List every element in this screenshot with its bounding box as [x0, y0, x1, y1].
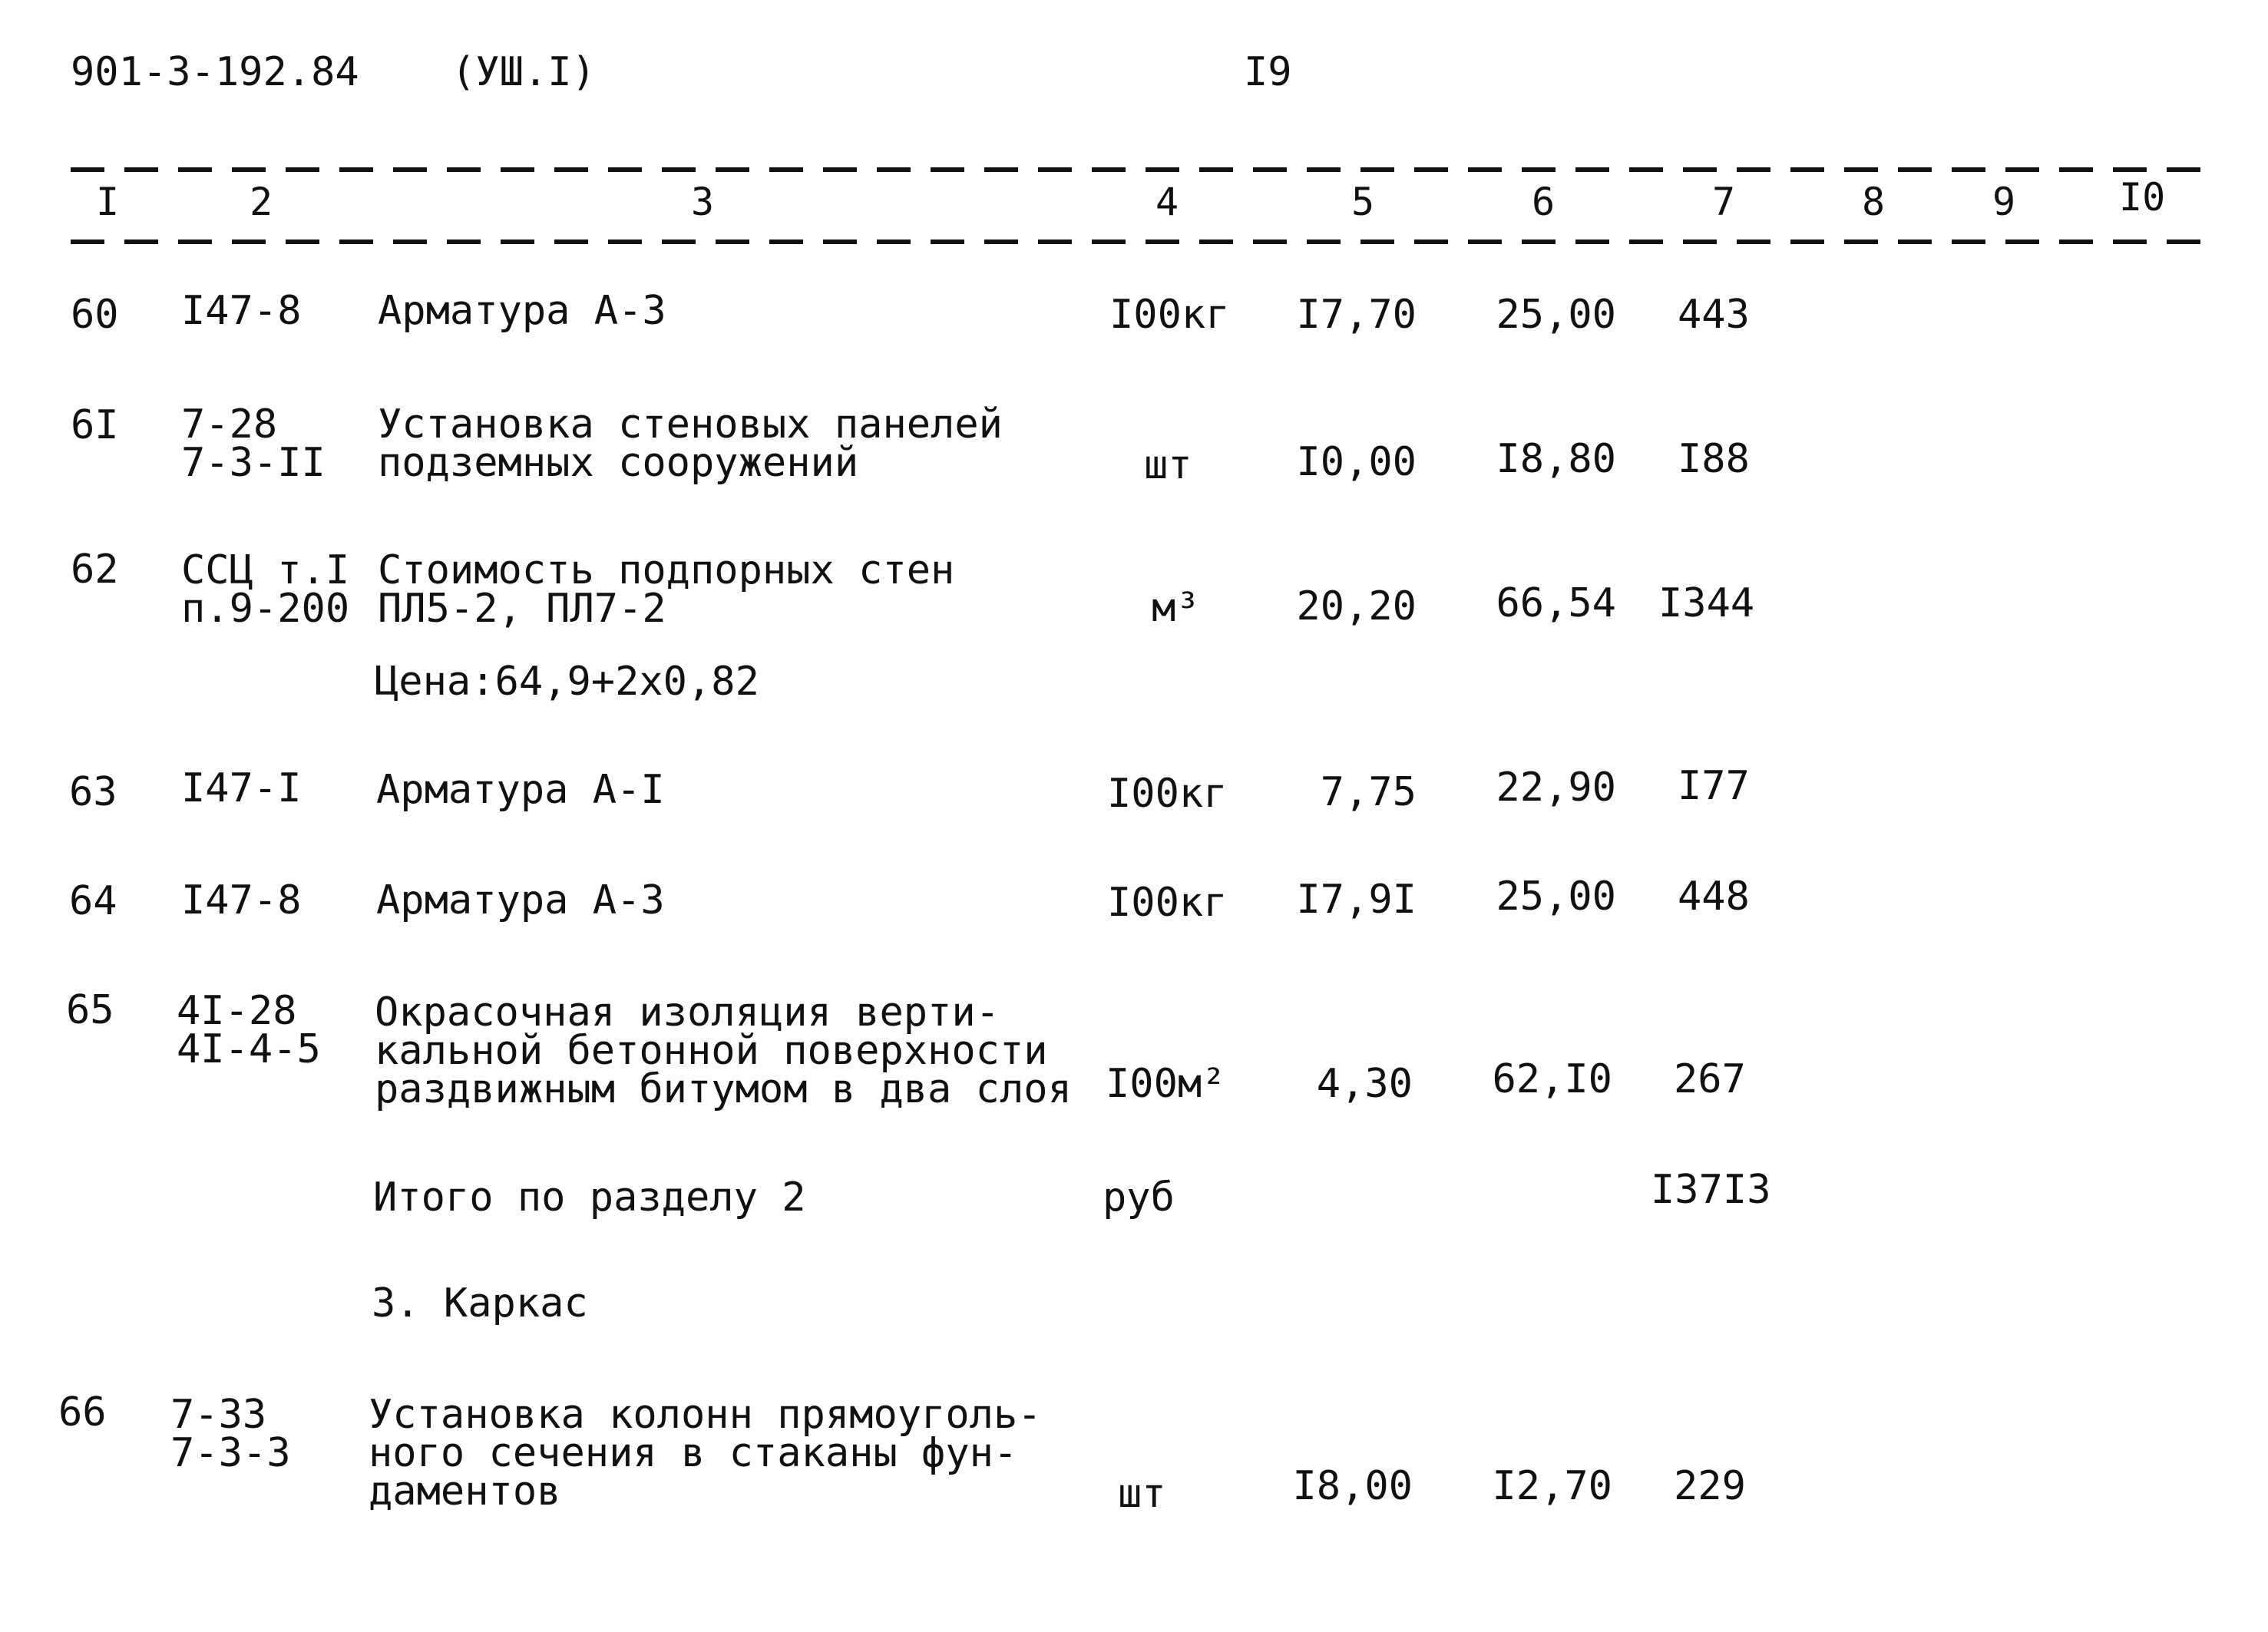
total-cost: 448 — [1678, 874, 1750, 920]
quantity: 7,75 — [1320, 769, 1417, 815]
total-cost: 229 — [1674, 1463, 1746, 1509]
unit-price: 25,00 — [1496, 292, 1616, 338]
norm-code: I47-I — [181, 765, 302, 811]
row-number: 60 — [71, 292, 119, 338]
col-header-2: 2 — [250, 180, 273, 224]
col-header-1: I — [96, 180, 120, 224]
section-heading: 3. Каркас — [372, 1280, 588, 1326]
unit: I00кг — [1109, 292, 1230, 338]
work-description: Стоимость подпорных стен ПЛ5-2, ПЛ7-2 — [378, 547, 955, 632]
norm-code: 7-33 7-3-3 — [170, 1392, 291, 1476]
col-header-3: 3 — [691, 180, 715, 224]
quantity: 20,20 — [1296, 583, 1417, 629]
quantity: I7,70 — [1296, 292, 1417, 338]
subtotal-label: Итого по разделу 2 — [373, 1174, 806, 1221]
unit-price: 66,54 — [1496, 580, 1616, 626]
work-description: Арматура А-3 — [378, 288, 666, 334]
unit: шт — [1144, 442, 1192, 488]
norm-code: I47-8 — [181, 877, 302, 923]
work-description: Установка стеновых панелей подземных сооружений — [378, 401, 1003, 486]
col-header-7: 7 — [1712, 180, 1736, 224]
norm-code: I47-8 — [181, 288, 302, 334]
work-description: Окрасочная изоляция верти- кальной бетонной поверхности раздвижным битумом в два слоя — [375, 989, 1072, 1112]
quantity: I7,9I — [1296, 877, 1417, 923]
total-cost: I77 — [1678, 763, 1750, 809]
col-header-5: 5 — [1351, 180, 1375, 224]
subtotal-unit: руб — [1103, 1174, 1175, 1221]
unit-price: I8,80 — [1496, 436, 1616, 482]
header-bottom-rule — [71, 240, 2220, 244]
row-number: 64 — [69, 878, 117, 924]
subtotal-total: I37I3 — [1651, 1167, 1771, 1213]
page-number: I9 — [1244, 49, 1292, 95]
unit: I00м² — [1106, 1061, 1226, 1107]
col-header-9: 9 — [1992, 180, 2016, 224]
total-cost: I88 — [1678, 436, 1750, 482]
quantity: 4,30 — [1316, 1061, 1413, 1107]
norm-code: ССЦ т.I п.9-200 — [181, 547, 350, 632]
header-top-rule — [71, 167, 2220, 172]
total-cost: I344 — [1658, 580, 1755, 626]
row-number: 63 — [69, 769, 117, 815]
quantity: I8,00 — [1292, 1463, 1413, 1509]
work-description: Установка колонн прямоуголь- ного сечения в стаканы фун- даментов — [369, 1392, 1042, 1515]
total-cost: 443 — [1678, 292, 1750, 338]
row-number: 62 — [71, 547, 119, 593]
price-note: Цена:64,9+2x0,82 — [375, 659, 759, 705]
unit-price: 25,00 — [1496, 874, 1616, 920]
work-description: Арматура А-I — [376, 767, 665, 813]
unit-price: I2,70 — [1492, 1463, 1612, 1509]
unit: I00кг — [1107, 880, 1228, 926]
col-header-6: 6 — [1532, 180, 1556, 224]
total-cost: 267 — [1674, 1056, 1746, 1102]
col-header-8: 8 — [1862, 180, 1886, 224]
unit-price: 62,I0 — [1492, 1056, 1612, 1102]
work-description: Арматура А-3 — [376, 877, 665, 923]
unit: м³ — [1152, 585, 1200, 631]
quantity: I0,00 — [1296, 439, 1417, 485]
row-number: 65 — [66, 987, 114, 1033]
unit-price: 22,90 — [1496, 765, 1616, 811]
col-header-10: I0 — [2119, 175, 2166, 220]
norm-code: 4I-28 4I-4-5 — [177, 988, 321, 1072]
doc-code: 901-3-192.84 — [71, 49, 359, 95]
unit: I00кг — [1107, 771, 1228, 817]
row-number: 66 — [58, 1389, 107, 1435]
col-header-4: 4 — [1155, 180, 1179, 224]
norm-code: 7-28 7-3-II — [181, 401, 326, 486]
unit: шт — [1118, 1471, 1166, 1517]
row-number: 6I — [71, 402, 119, 448]
section-code: (УШ.I) — [451, 49, 596, 95]
